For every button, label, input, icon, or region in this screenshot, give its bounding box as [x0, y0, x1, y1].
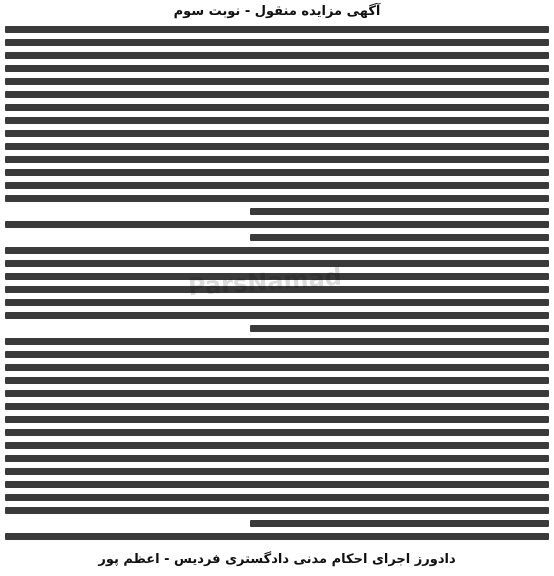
notice-text-line — [5, 507, 549, 514]
notice-text-line — [5, 182, 549, 189]
notice-text-line — [5, 533, 549, 540]
notice-text-line — [5, 494, 549, 501]
notice-text-line — [250, 520, 549, 527]
notice-text-line — [5, 416, 549, 423]
notice-text-line — [5, 39, 549, 46]
notice-text-line — [5, 260, 549, 267]
notice-text-line — [5, 130, 549, 137]
notice-text-line — [5, 455, 549, 462]
notice-text-line — [5, 338, 549, 345]
notice-text-line — [5, 247, 549, 254]
notice-text-line — [5, 390, 549, 397]
notice-text-line — [5, 26, 549, 33]
notice-text-line — [5, 221, 549, 228]
notice-text-line — [5, 351, 549, 358]
notice-text-line — [5, 468, 549, 475]
notice-text-line — [5, 91, 549, 98]
notice-text-line — [5, 117, 549, 124]
notice-text-line — [5, 104, 549, 111]
notice-text-line — [250, 325, 549, 332]
notice-text-line — [5, 442, 549, 449]
notice-signature: دادورز اجرای احکام مدنی دادگستری فردیس - اعظم پور — [98, 552, 456, 567]
notice-text-line — [5, 286, 549, 293]
notice-text-line — [5, 377, 549, 384]
notice-text-line — [5, 403, 549, 410]
notice-text-line — [5, 364, 549, 371]
notice-text-line — [5, 156, 549, 163]
notice-text-line — [5, 312, 549, 319]
notice-text-line — [250, 234, 549, 241]
notice-text-line — [5, 299, 549, 306]
notice-text-line — [5, 78, 549, 85]
notice-title: آگهی مزایده منقول - نوبت سوم — [173, 4, 381, 19]
notice-text-line — [5, 52, 549, 59]
notice-text-line — [5, 273, 549, 280]
notice-text-line — [5, 65, 549, 72]
notice-text-line — [5, 195, 549, 202]
notice-text-line — [5, 143, 549, 150]
watermark: ParsNamad — [187, 262, 343, 302]
notice-text-line — [5, 481, 549, 488]
notice-text-line — [250, 208, 549, 215]
notice-text-line — [5, 429, 549, 436]
notice-text-line — [5, 169, 549, 176]
